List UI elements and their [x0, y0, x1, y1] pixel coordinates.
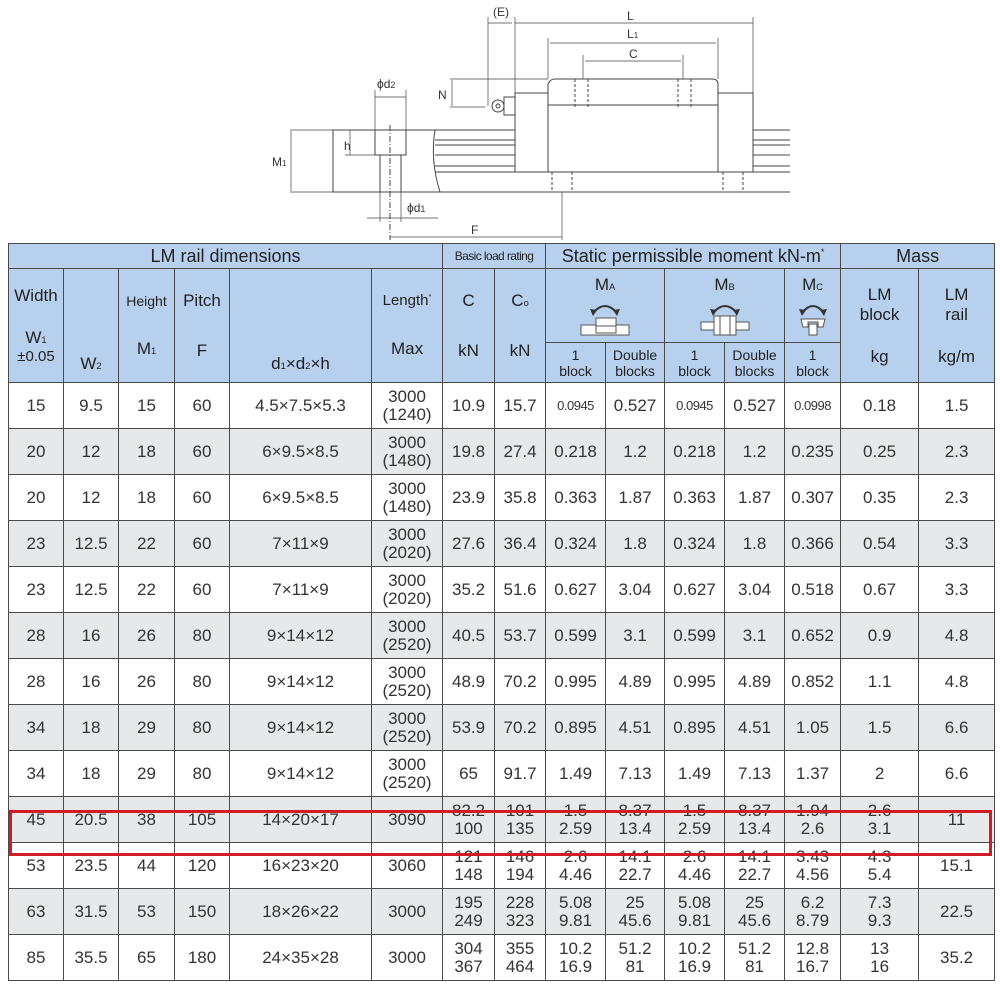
cell-c0: 101 135 — [495, 797, 546, 843]
cell-c: 10.9 — [443, 383, 495, 429]
cell-ma-2: 25 45.6 — [606, 889, 665, 935]
cell-c0: 355 464 — [495, 935, 546, 981]
dim-label-m1: M1 — [272, 155, 287, 169]
cell-m1: 65 — [119, 935, 175, 981]
cell-mb-1: 0.218 — [665, 429, 725, 475]
cell-mb-2: 7.13 — [725, 751, 785, 797]
cell-w1: 85 — [9, 935, 64, 981]
cell-rail-mass: 6.6 — [919, 705, 995, 751]
cell-length: 3000 (1480) — [372, 429, 443, 475]
cell-block-mass: 1.1 — [841, 659, 919, 705]
cell-c0: 70.2 — [495, 705, 546, 751]
lm-rail-spec-table — [8, 243, 995, 981]
cell-mc-1: 0.307 — [785, 475, 841, 521]
cell-hole: 18×26×22 — [230, 889, 372, 935]
cell-w2: 35.5 — [64, 935, 119, 981]
cell-length: 3000 (2020) — [372, 521, 443, 567]
header-ma-1-block: 1 block — [546, 343, 606, 383]
cell-c: 121 148 — [443, 843, 495, 889]
dim-label-n: N — [438, 88, 447, 102]
cell-m1: 18 — [119, 475, 175, 521]
table-row — [9, 935, 995, 981]
cell-mc-1: 0.0998 — [785, 383, 841, 429]
cell-c: 82.2 100 — [443, 797, 495, 843]
cell-pitch: 60 — [175, 383, 230, 429]
cell-ma-1: 10.2 16.9 — [546, 935, 606, 981]
cell-pitch: 120 — [175, 843, 230, 889]
cell-c: 65 — [443, 751, 495, 797]
cell-c0: 35.8 — [495, 475, 546, 521]
table-body — [9, 383, 995, 981]
header-mc-1-block: 1 block — [785, 343, 841, 383]
cell-rail-mass: 15.1 — [919, 843, 995, 889]
cell-m1: 18 — [119, 429, 175, 475]
group-lm-rail-dimensions: LM rail dimensions — [9, 244, 443, 269]
cell-w1: 45 — [9, 797, 64, 843]
cell-length: 3000 (1240) — [372, 383, 443, 429]
cell-pitch: 60 — [175, 521, 230, 567]
cell-pitch: 150 — [175, 889, 230, 935]
cell-hole: 9×14×12 — [230, 613, 372, 659]
cell-w2: 23.5 — [64, 843, 119, 889]
cell-block-mass: 13 16 — [841, 935, 919, 981]
cell-pitch: 80 — [175, 705, 230, 751]
cell-length: 3000 — [372, 889, 443, 935]
header-mb-1-block: 1 block — [665, 343, 725, 383]
cell-ma-1: 1.5 2.59 — [546, 797, 606, 843]
cell-mc-1: 0.652 — [785, 613, 841, 659]
cell-mc-1: 1.94 2.6 — [785, 797, 841, 843]
cell-hole: 16×23×20 — [230, 843, 372, 889]
cell-m1: 44 — [119, 843, 175, 889]
cell-c0: 228 323 — [495, 889, 546, 935]
cell-ma-2: 3.04 — [606, 567, 665, 613]
cell-mb-1: 0.324 — [665, 521, 725, 567]
group-basic-load-rating: Basic load rating — [443, 244, 546, 269]
cell-mb-2: 8.37 13.4 — [725, 797, 785, 843]
cell-w2: 20.5 — [64, 797, 119, 843]
cell-hole: 7×11×9 — [230, 567, 372, 613]
cell-length: 3000 (2020) — [372, 567, 443, 613]
cell-rail-mass: 4.8 — [919, 613, 995, 659]
dim-label-l: L — [627, 9, 634, 23]
cell-ma-2: 4.51 — [606, 705, 665, 751]
table-row — [9, 567, 995, 613]
cell-mb-2: 25 45.6 — [725, 889, 785, 935]
cell-mc-1: 0.366 — [785, 521, 841, 567]
cell-mc-1: 0.235 — [785, 429, 841, 475]
cell-block-mass: 4.3 5.4 — [841, 843, 919, 889]
cell-mb-2: 1.2 — [725, 429, 785, 475]
cell-m1: 29 — [119, 751, 175, 797]
header-ma: MA — [546, 269, 665, 343]
cell-c: 35.2 — [443, 567, 495, 613]
cell-m1: 15 — [119, 383, 175, 429]
cell-mb-2: 51.2 81 — [725, 935, 785, 981]
moment-mc-icon — [793, 295, 833, 337]
cell-mb-2: 1.87 — [725, 475, 785, 521]
cell-rail-mass: 3.3 — [919, 567, 995, 613]
cell-hole: 9×14×12 — [230, 659, 372, 705]
cell-ma-1: 0.995 — [546, 659, 606, 705]
table-row — [9, 705, 995, 751]
table-row — [9, 889, 995, 935]
cell-pitch: 80 — [175, 659, 230, 705]
cell-ma-1: 0.627 — [546, 567, 606, 613]
dim-label-d1: ϕd1 — [407, 201, 426, 215]
cell-block-mass: 2.6 3.1 — [841, 797, 919, 843]
cell-rail-mass: 22.5 — [919, 889, 995, 935]
cell-block-mass: 2 — [841, 751, 919, 797]
cell-w2: 18 — [64, 751, 119, 797]
cell-mc-1: 12.8 16.7 — [785, 935, 841, 981]
cell-mb-1: 0.599 — [665, 613, 725, 659]
cell-c: 304 367 — [443, 935, 495, 981]
cell-block-mass: 1.5 — [841, 705, 919, 751]
cell-c: 23.9 — [443, 475, 495, 521]
cell-mb-1: 10.2 16.9 — [665, 935, 725, 981]
cell-m1: 22 — [119, 567, 175, 613]
table-row — [9, 843, 995, 889]
header-lm-rail-mass: LM rail kg/m — [919, 269, 995, 383]
dim-label-f: F — [471, 223, 479, 237]
cell-w1: 28 — [9, 659, 64, 705]
cell-mc-1: 3.43 4.56 — [785, 843, 841, 889]
cell-c0: 91.7 — [495, 751, 546, 797]
cell-w1: 15 — [9, 383, 64, 429]
cell-c0: 51.6 — [495, 567, 546, 613]
cell-hole: 9×14×12 — [230, 751, 372, 797]
cell-c: 53.9 — [443, 705, 495, 751]
cell-length: 3000 — [372, 935, 443, 981]
cell-w2: 12 — [64, 475, 119, 521]
cell-ma-2: 3.1 — [606, 613, 665, 659]
header-mounting-hole: d1×d2×h — [230, 269, 372, 383]
cell-ma-2: 4.89 — [606, 659, 665, 705]
cell-mb-1: 5.08 9.81 — [665, 889, 725, 935]
moment-ma-icon — [575, 295, 635, 337]
cell-length: 3000 (2520) — [372, 751, 443, 797]
cell-ma-1: 5.08 9.81 — [546, 889, 606, 935]
cell-length: 3000 (2520) — [372, 705, 443, 751]
cell-block-mass: 0.35 — [841, 475, 919, 521]
cell-ma-2: 1.8 — [606, 521, 665, 567]
cell-mc-1: 1.37 — [785, 751, 841, 797]
cell-block-mass: 0.67 — [841, 567, 919, 613]
cell-mb-1: 1.5 2.59 — [665, 797, 725, 843]
header-length: Length* Max — [372, 269, 443, 383]
cell-w2: 12.5 — [64, 521, 119, 567]
cell-w1: 63 — [9, 889, 64, 935]
cell-mb-2: 4.89 — [725, 659, 785, 705]
header-w2: W2 — [64, 269, 119, 383]
cell-ma-1: 0.218 — [546, 429, 606, 475]
cell-c0: 53.7 — [495, 613, 546, 659]
cell-mb-1: 1.49 — [665, 751, 725, 797]
cell-rail-mass: 2.3 — [919, 475, 995, 521]
cell-pitch: 60 — [175, 567, 230, 613]
cell-rail-mass: 2.3 — [919, 429, 995, 475]
cell-length: 3000 (2520) — [372, 659, 443, 705]
cell-hole: 9×14×12 — [230, 705, 372, 751]
table-row — [9, 659, 995, 705]
cell-ma-1: 2.6 4.46 — [546, 843, 606, 889]
cell-mc-1: 0.852 — [785, 659, 841, 705]
cell-rail-mass: 1.5 — [919, 383, 995, 429]
cell-w2: 12.5 — [64, 567, 119, 613]
cell-w1: 20 — [9, 475, 64, 521]
table-row — [9, 475, 995, 521]
cell-w1: 28 — [9, 613, 64, 659]
cell-block-mass: 0.9 — [841, 613, 919, 659]
cell-block-mass: 7.3 9.3 — [841, 889, 919, 935]
cell-mb-1: 0.0945 — [665, 383, 725, 429]
cell-c0: 146 194 — [495, 843, 546, 889]
cell-mb-2: 14.1 22.7 — [725, 843, 785, 889]
dim-label-e: (E) — [493, 5, 509, 19]
cell-c: 27.6 — [443, 521, 495, 567]
cell-ma-2: 14.1 22.7 — [606, 843, 665, 889]
cell-pitch: 80 — [175, 751, 230, 797]
cell-ma-2: 1.87 — [606, 475, 665, 521]
cell-ma-2: 0.527 — [606, 383, 665, 429]
cell-hole: 4.5×7.5×5.3 — [230, 383, 372, 429]
cell-m1: 38 — [119, 797, 175, 843]
lm-guide-diagram — [270, 0, 790, 245]
dim-label-h: h — [344, 139, 351, 153]
header-mc: MC — [785, 269, 841, 343]
cell-ma-2: 1.2 — [606, 429, 665, 475]
header-width: Width W1 ±0.05 — [9, 269, 64, 383]
group-static-moment: Static permissible moment kN-m* — [546, 244, 841, 269]
cell-pitch: 60 — [175, 429, 230, 475]
cell-mb-1: 0.363 — [665, 475, 725, 521]
cell-c0: 15.7 — [495, 383, 546, 429]
header-height: Height M1 — [119, 269, 175, 383]
cell-mb-1: 2.6 4.46 — [665, 843, 725, 889]
cell-mb-1: 0.627 — [665, 567, 725, 613]
header-mb-double-blocks: Double blocks — [725, 343, 785, 383]
cell-length: 3000 (2520) — [372, 613, 443, 659]
header-c0: Co kN — [495, 269, 546, 383]
cell-block-mass: 0.54 — [841, 521, 919, 567]
cell-ma-1: 0.0945 — [546, 383, 606, 429]
cell-w1: 34 — [9, 751, 64, 797]
cell-rail-mass: 4.8 — [919, 659, 995, 705]
cell-ma-2: 8.37 13.4 — [606, 797, 665, 843]
cell-hole: 24×35×28 — [230, 935, 372, 981]
dim-label-c: C — [629, 47, 638, 61]
cell-pitch: 180 — [175, 935, 230, 981]
cell-mb-1: 0.995 — [665, 659, 725, 705]
cell-ma-1: 1.49 — [546, 751, 606, 797]
cell-ma-1: 0.599 — [546, 613, 606, 659]
cell-c: 19.8 — [443, 429, 495, 475]
cell-ma-2: 7.13 — [606, 751, 665, 797]
cell-w1: 34 — [9, 705, 64, 751]
header-mb: MB — [665, 269, 785, 343]
cell-ma-1: 0.895 — [546, 705, 606, 751]
cell-w2: 18 — [64, 705, 119, 751]
table-row — [9, 613, 995, 659]
cell-length: 3000 (1480) — [372, 475, 443, 521]
cell-c: 40.5 — [443, 613, 495, 659]
header-pitch: Pitch F — [175, 269, 230, 383]
cell-c0: 36.4 — [495, 521, 546, 567]
cell-mc-1: 1.05 — [785, 705, 841, 751]
table-row — [9, 521, 995, 567]
cell-rail-mass: 6.6 — [919, 751, 995, 797]
cell-m1: 29 — [119, 705, 175, 751]
cell-rail-mass: 3.3 — [919, 521, 995, 567]
cell-mb-2: 4.51 — [725, 705, 785, 751]
cell-hole: 14×20×17 — [230, 797, 372, 843]
cell-w1: 20 — [9, 429, 64, 475]
cell-w1: 23 — [9, 521, 64, 567]
cell-hole: 7×11×9 — [230, 521, 372, 567]
cell-length: 3090 — [372, 797, 443, 843]
cell-m1: 26 — [119, 659, 175, 705]
cell-pitch: 105 — [175, 797, 230, 843]
header-ma-double-blocks: Double blocks — [606, 343, 665, 383]
cell-ma-2: 51.2 81 — [606, 935, 665, 981]
cell-m1: 22 — [119, 521, 175, 567]
cell-c0: 27.4 — [495, 429, 546, 475]
cell-w2: 9.5 — [64, 383, 119, 429]
cell-w2: 31.5 — [64, 889, 119, 935]
header-c: C kN — [443, 269, 495, 383]
cell-mb-2: 0.527 — [725, 383, 785, 429]
cell-mb-1: 0.895 — [665, 705, 725, 751]
cell-w1: 53 — [9, 843, 64, 889]
cell-block-mass: 0.18 — [841, 383, 919, 429]
cell-m1: 53 — [119, 889, 175, 935]
cell-pitch: 80 — [175, 613, 230, 659]
cell-mb-2: 3.1 — [725, 613, 785, 659]
cell-hole: 6×9.5×8.5 — [230, 475, 372, 521]
cell-pitch: 60 — [175, 475, 230, 521]
cell-ma-1: 0.363 — [546, 475, 606, 521]
dim-label-d2: ϕd2 — [377, 77, 396, 91]
cell-c: 195 249 — [443, 889, 495, 935]
cell-w2: 12 — [64, 429, 119, 475]
cell-ma-1: 0.324 — [546, 521, 606, 567]
cell-mc-1: 6.2 8.79 — [785, 889, 841, 935]
cell-hole: 6×9.5×8.5 — [230, 429, 372, 475]
table-row — [9, 751, 995, 797]
cell-w1: 23 — [9, 567, 64, 613]
cell-rail-mass: 35.2 — [919, 935, 995, 981]
dim-label-l1: L1 — [627, 27, 639, 41]
group-mass: Mass — [841, 244, 995, 269]
cell-w2: 16 — [64, 659, 119, 705]
cell-mb-2: 3.04 — [725, 567, 785, 613]
header-lm-block-mass: LM block kg — [841, 269, 919, 383]
cell-c0: 70.2 — [495, 659, 546, 705]
cell-c: 48.9 — [443, 659, 495, 705]
cell-w2: 16 — [64, 613, 119, 659]
table-row — [9, 797, 995, 843]
cell-mc-1: 0.518 — [785, 567, 841, 613]
table-row — [9, 383, 995, 429]
cell-mb-2: 1.8 — [725, 521, 785, 567]
cell-m1: 26 — [119, 613, 175, 659]
cell-block-mass: 0.25 — [841, 429, 919, 475]
moment-mb-icon — [695, 295, 755, 337]
cell-length: 3060 — [372, 843, 443, 889]
table-row — [9, 429, 995, 475]
cell-rail-mass: 11 — [919, 797, 995, 843]
